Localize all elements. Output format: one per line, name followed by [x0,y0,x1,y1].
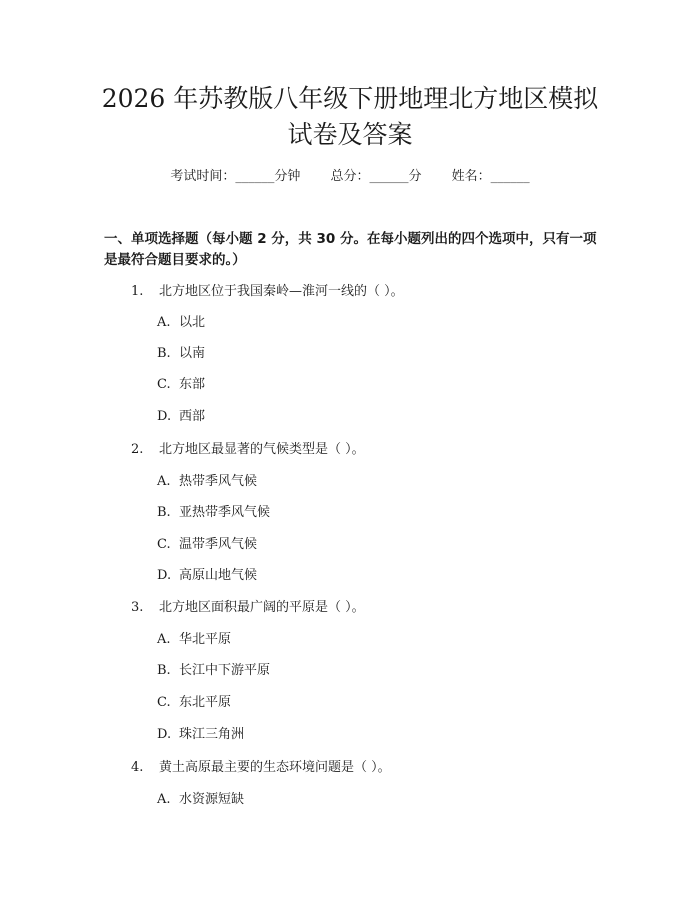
option-letter: C. [157,695,171,710]
option-text: 高原山地气候 [179,568,258,583]
question-number: 3. [131,600,144,615]
question-2-option-b [157,504,270,522]
question-2-option-c [157,536,257,554]
question-number: 4. [131,760,144,775]
question-3-option-b [157,662,270,680]
option-text: 水资源短缺 [179,792,245,807]
question-2-option-a [157,473,257,491]
option-text: 华北平原 [179,632,232,647]
question-text: 黄土高原最主要的生态环境问题是（ ）。 [159,760,391,775]
option-letter: A. [157,315,171,330]
option-letter: B. [157,663,171,678]
question-3-option-c [157,694,231,712]
question-text: 北方地区面积最广阔的平原是（ ）。 [159,600,365,615]
question-1 [131,283,404,301]
option-text: 热带季风气候 [179,474,258,489]
total-score-field: 总分：______分 [330,169,422,184]
question-3-option-a [157,631,231,649]
option-letter: D. [157,568,172,583]
option-text: 以南 [179,346,206,361]
option-letter: A. [157,792,171,807]
question-3-option-d [157,726,244,744]
option-text: 以北 [179,315,206,330]
option-text: 西部 [179,409,206,424]
section-heading-line-1: 一、单项选择题（每小题 2 分，共 30 分。在每小题列出的四个选项中，只有一项 [104,231,597,247]
exam-title-line-1: 2026 年苏教版八年级下册地理北方地区模拟 [101,84,599,113]
exam-time-field: 考试时间：______分钟 [170,169,301,184]
question-1-option-c [157,376,205,394]
option-letter: C. [157,377,171,392]
question-number: 1. [131,284,144,299]
student-name-field: 姓名：______ [451,169,530,184]
question-text: 北方地区位于我国秦岭—淮河一线的（ ）。 [159,284,404,299]
option-text: 珠江三角洲 [179,727,245,742]
option-letter: B. [157,505,171,520]
option-letter: D. [157,727,172,742]
question-1-option-a [157,314,205,332]
exam-meta [0,168,700,186]
question-text: 北方地区最显著的气候类型是（ ）。 [159,442,365,457]
option-letter: D. [157,409,172,424]
question-1-option-d [157,408,205,426]
option-text: 东部 [179,377,206,392]
option-letter: A. [157,632,171,647]
question-4-option-a [157,791,244,809]
option-letter: C. [157,537,171,552]
option-letter: A. [157,474,171,489]
question-2 [131,441,365,459]
question-number: 2. [131,442,144,457]
option-text: 东北平原 [179,695,232,710]
exam-title-line-2: 试卷及答案 [287,120,413,149]
option-text: 温带季风气候 [179,537,258,552]
section-heading-line-2: 是最符合题目要求的。） [104,252,246,268]
option-letter: B. [157,346,171,361]
question-2-option-d [157,567,257,585]
question-1-option-b [157,345,205,363]
option-text: 亚热带季风气候 [179,505,271,520]
question-3 [131,599,365,617]
option-text: 长江中下游平原 [179,663,271,678]
question-4 [131,759,391,777]
